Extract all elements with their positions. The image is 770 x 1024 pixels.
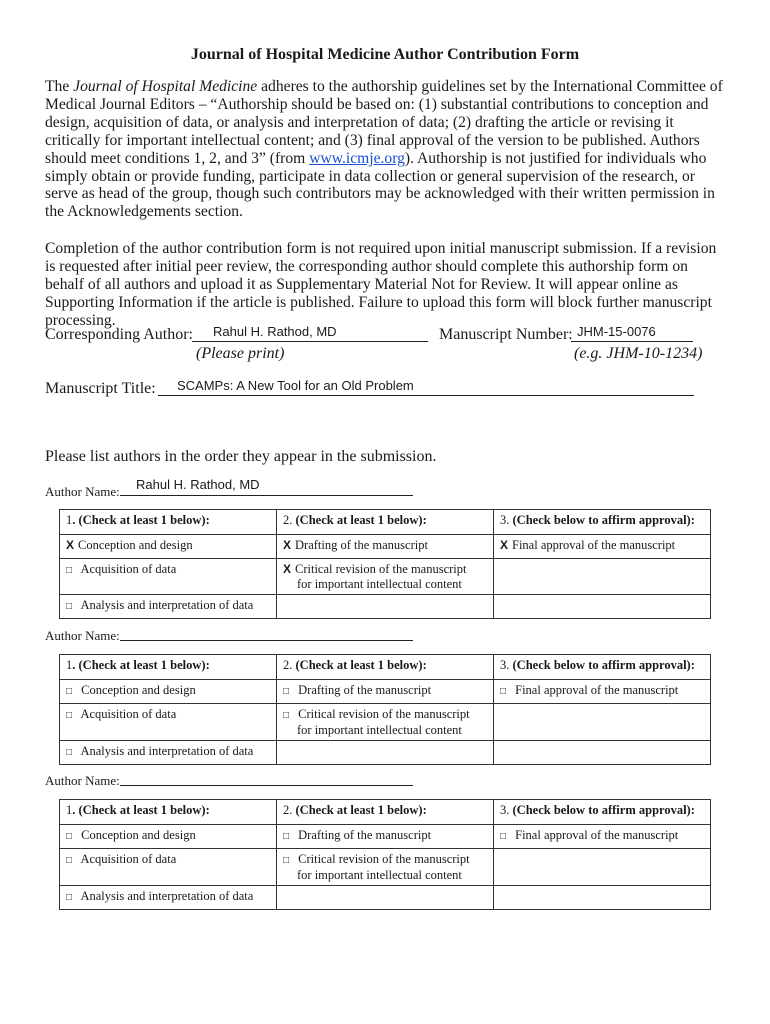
- checkbox-icon: □: [283, 855, 290, 866]
- critical-revision-checkbox[interactable]: □ Critical revision of the manuscript for important intellectual content: [277, 849, 494, 886]
- empty-cell: [277, 886, 494, 910]
- acquisition-checkbox[interactable]: □ Acquisition of data: [60, 559, 277, 595]
- empty-cell: [494, 595, 711, 619]
- empty-cell: [494, 886, 711, 910]
- critical-revision-checkbox[interactable]: X Critical revision of the manuscript for important intellectual content: [277, 559, 494, 595]
- final-approval-checkbox[interactable]: X Final approval of the manuscript: [494, 535, 711, 559]
- analysis-checkbox[interactable]: □ Analysis and interpretation of data: [60, 886, 277, 910]
- checkbox-icon: □: [500, 686, 507, 697]
- checked-mark: X: [283, 538, 292, 552]
- checkbox-icon: □: [66, 565, 73, 576]
- intro-text-1: adheres to the authorship guidelines set by the International Committee of Medical Journal Editors – “Authorship should be based on: (1) substantial contributions to conception and design, acquisition of data, or analysis and interpretation of data; (2) drafting the article or revising it critically for important intellectual content; and (3) final approval of the version to be published. Authors should meet conditions 1, 2, and 3” (from: [45, 78, 723, 167]
- completion-paragraph: Completion of the author contribution form is not required upon initial manuscript submission. If a revision is requested after initial peer review, the corresponding author should complete this authorship form on behalf of all authors and upload it as Supplementary Material Not for Review. It will appear online as Supporting Information if the article is published. Failure to upload this form will block further manuscript processing.: [45, 240, 717, 329]
- col2-header: 2. (Check at least 1 below):: [277, 510, 494, 535]
- checkbox-icon: □: [283, 831, 290, 842]
- intro-paragraph: [45, 78, 725, 221]
- table-header-row: [60, 655, 711, 680]
- author-name-label: Author Name:: [45, 628, 120, 643]
- manuscript-number-example: (e.g. JHM-10-1234): [574, 345, 703, 362]
- checked-mark: X: [66, 538, 75, 552]
- drafting-checkbox[interactable]: X Drafting of the manuscript: [277, 535, 494, 559]
- contribution-table-1: [59, 509, 711, 619]
- empty-cell: [494, 849, 711, 886]
- conception-checkbox[interactable]: □ Conception and design: [60, 680, 277, 704]
- empty-cell: [494, 741, 711, 765]
- icmje-link[interactable]: www.icmje.org: [309, 149, 405, 167]
- table-row: [60, 825, 711, 849]
- drafting-checkbox[interactable]: □ Drafting of the manuscript: [277, 680, 494, 704]
- author-name-line: [120, 785, 413, 786]
- acquisition-checkbox[interactable]: □ Acquisition of data: [60, 704, 277, 741]
- contribution-table-2: [59, 654, 711, 765]
- col3-header: 3. (Check below to affirm approval):: [494, 800, 711, 825]
- checkbox-icon: □: [283, 710, 290, 721]
- drafting-checkbox[interactable]: □ Drafting of the manuscript: [277, 825, 494, 849]
- checked-mark: X: [500, 538, 509, 552]
- col3-header: 3. (Check below to affirm approval):: [494, 655, 711, 680]
- checkbox-icon: □: [66, 831, 73, 842]
- col2-header: 2. (Check at least 1 below):: [277, 655, 494, 680]
- please-print-hint: (Please print): [196, 345, 285, 362]
- final-approval-checkbox[interactable]: □ Final approval of the manuscript: [494, 825, 711, 849]
- checkbox-icon: □: [66, 710, 73, 721]
- manuscript-number-field[interactable]: JHM-15-0076: [577, 324, 656, 339]
- col1-header: 1. (Check at least 1 below):: [60, 655, 277, 680]
- col2-header: 2. (Check at least 1 below):: [277, 800, 494, 825]
- contribution-table-3: [59, 799, 711, 910]
- checkbox-icon: □: [66, 855, 73, 866]
- manuscript-number-label: Manuscript Number:: [439, 326, 573, 343]
- critical-revision-checkbox[interactable]: □ Critical revision of the manuscript for important intellectual content: [277, 704, 494, 741]
- author-name-field[interactable]: Rahul H. Rathod, MD: [136, 477, 260, 492]
- col3-header: 3. (Check below to affirm approval):: [494, 510, 711, 535]
- author-name-line: [120, 640, 413, 641]
- corresponding-author-field[interactable]: Rahul H. Rathod, MD: [213, 324, 337, 339]
- empty-cell: [277, 595, 494, 619]
- empty-cell: [494, 704, 711, 741]
- checkbox-icon: □: [66, 747, 73, 758]
- checked-mark: X: [283, 562, 292, 576]
- checkbox-icon: □: [283, 686, 290, 697]
- table-row: [60, 595, 711, 619]
- table-row: [60, 559, 711, 595]
- author-name-line: [120, 495, 413, 496]
- col1-header: 1. (Check at least 1 below):: [60, 510, 277, 535]
- table-header-row: [60, 510, 711, 535]
- checkbox-icon: □: [66, 892, 73, 903]
- page-title: Journal of Hospital Medicine Author Contribution Form: [190, 46, 580, 63]
- checkbox-icon: □: [66, 601, 73, 612]
- conception-checkbox[interactable]: □ Conception and design: [60, 825, 277, 849]
- table-row: [60, 741, 711, 765]
- checkbox-icon: □: [66, 686, 73, 697]
- analysis-checkbox[interactable]: □ Analysis and interpretation of data: [60, 595, 277, 619]
- corresponding-author-label: Corresponding Author:: [45, 326, 193, 343]
- empty-cell: [277, 741, 494, 765]
- manuscript-number-line: [571, 341, 693, 342]
- corresponding-author-line: [192, 341, 428, 342]
- manuscript-title-line: [158, 395, 694, 396]
- list-instruction: Please list authors in the order they appear in the submission.: [45, 448, 437, 465]
- table-header-row: [60, 800, 711, 825]
- col1-header: 1. (Check at least 1 below):: [60, 800, 277, 825]
- author-name-label: Author Name:: [45, 773, 120, 788]
- analysis-checkbox[interactable]: □ Analysis and interpretation of data: [60, 741, 277, 765]
- table-row: [60, 886, 711, 910]
- author-name-label: Author Name:: [45, 484, 120, 499]
- empty-cell: [494, 559, 711, 595]
- intro-text-2: ). Authorship is not justified for individuals who simply obtain or provide funding, participate in data collection or general supervision of the research, or serve as head of the group, though such contributors may be acknowledged with their written permission in the Acknowledgements section.: [45, 149, 715, 221]
- conception-checkbox[interactable]: X Conception and design: [60, 535, 277, 559]
- table-row: [60, 704, 711, 741]
- manuscript-title-field[interactable]: SCAMPs: A New Tool for an Old Problem: [177, 378, 414, 393]
- table-row: [60, 535, 711, 559]
- table-row: [60, 680, 711, 704]
- final-approval-checkbox[interactable]: □ Final approval of the manuscript: [494, 680, 711, 704]
- table-row: [60, 849, 711, 886]
- journal-name: Journal of Hospital Medicine: [73, 78, 258, 95]
- intro-lead: The: [45, 78, 74, 95]
- manuscript-title-label: Manuscript Title:: [45, 380, 156, 397]
- acquisition-checkbox[interactable]: □ Acquisition of data: [60, 849, 277, 886]
- checkbox-icon: □: [500, 831, 507, 842]
